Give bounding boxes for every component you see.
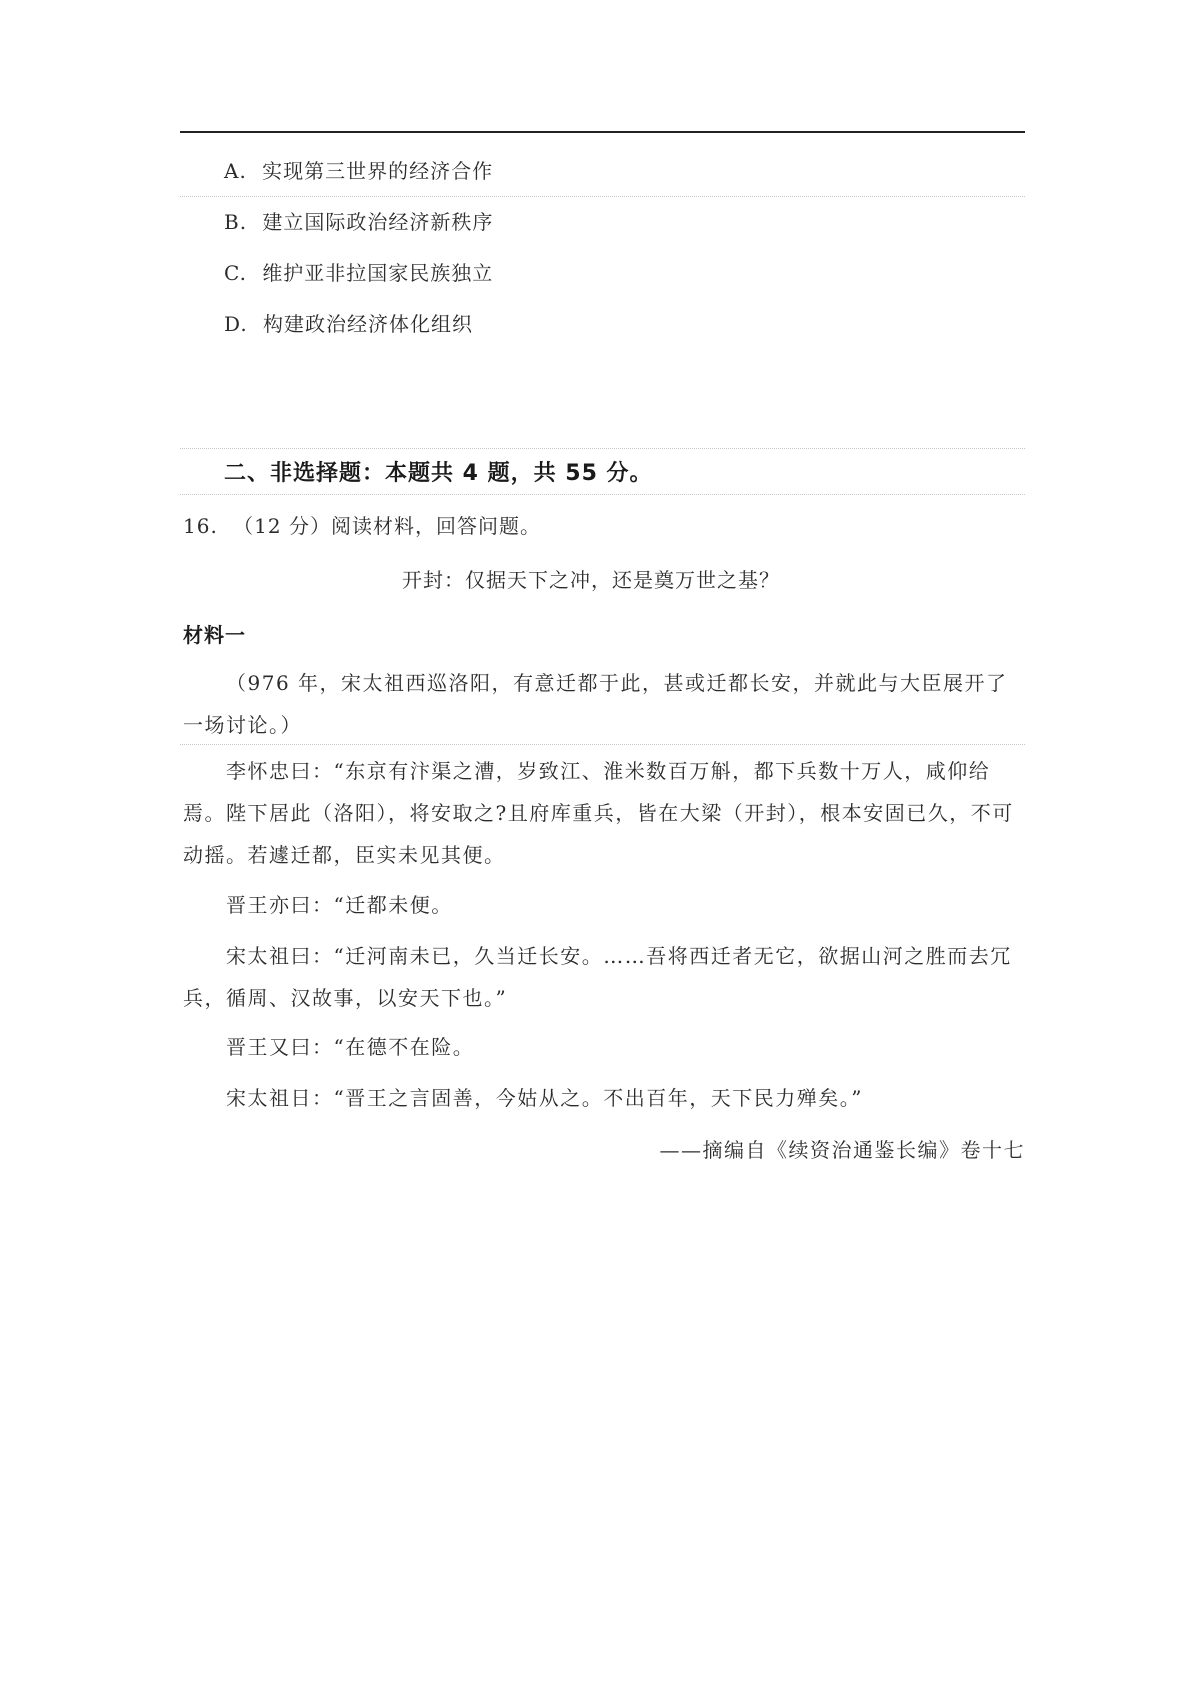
option-a-letter: A. (224, 159, 247, 183)
question-prompt: （12 分）阅读材料，回答问题。 (233, 514, 541, 538)
dotted-divider (180, 196, 1025, 197)
material-label: 材料一 (183, 623, 246, 647)
material-paragraph: 晋王又曰：“在德不在险。 (226, 1035, 475, 1059)
option-d (224, 310, 473, 338)
option-d-letter: D. (224, 312, 248, 336)
dotted-divider (180, 448, 1025, 449)
option-c-letter: C. (224, 261, 247, 285)
option-a (224, 157, 493, 185)
material-paragraph: （976 年，宋太祖西巡洛阳，有意迁都于此，甚或迁都长安，并就此与大臣展开了一场讨论。） (183, 671, 1008, 737)
material-paragraph: 宋太祖曰：“迁河南未已，久当迁长安。……吾将西迁者无它，欲据山河之胜而去冗兵，循周、汉故事，以安天下也。” (183, 944, 1012, 1010)
question-subtitle: 开封：仅据天下之冲，还是奠万世之基？ (402, 568, 780, 592)
material-source: ——摘编自《续资治通鉴长编》卷十七 (659, 1138, 1025, 1162)
question-header (183, 512, 541, 540)
option-c (224, 259, 493, 287)
section-title: 二、非选择题：本题共 4 题，共 55 分。 (224, 461, 653, 486)
material-paragraph: 宋太祖日：“晋王之言固善，今姑从之。不出百年，天下民力殚矣。” (226, 1086, 863, 1110)
material-paragraph: 晋王亦曰：“迁都未便。 (226, 893, 453, 917)
dotted-divider (180, 744, 1025, 745)
question-number: 16. (183, 514, 218, 538)
dotted-divider (180, 494, 1025, 495)
option-b-letter: B. (224, 210, 248, 234)
option-b-text: 建立国际政治经济新秩序 (262, 210, 494, 234)
option-a-text: 实现第三世界的经济合作 (262, 159, 494, 183)
page-top-rule (180, 131, 1025, 133)
option-d-text: 构建政治经济体化组织 (263, 312, 474, 336)
option-c-text: 维护亚非拉国家民族独立 (262, 261, 494, 285)
material-paragraph: 李怀忠曰：“东京有汴渠之漕，岁致江、淮米数百万斛，都下兵数十万人，咸仰给焉。陛下居此（洛阳），将安取之?且府库重兵，皆在大梁（开封），根本安固已久，不可动摇。若遽迁都，臣实未见其便。 (183, 759, 1014, 867)
option-b (224, 208, 493, 236)
